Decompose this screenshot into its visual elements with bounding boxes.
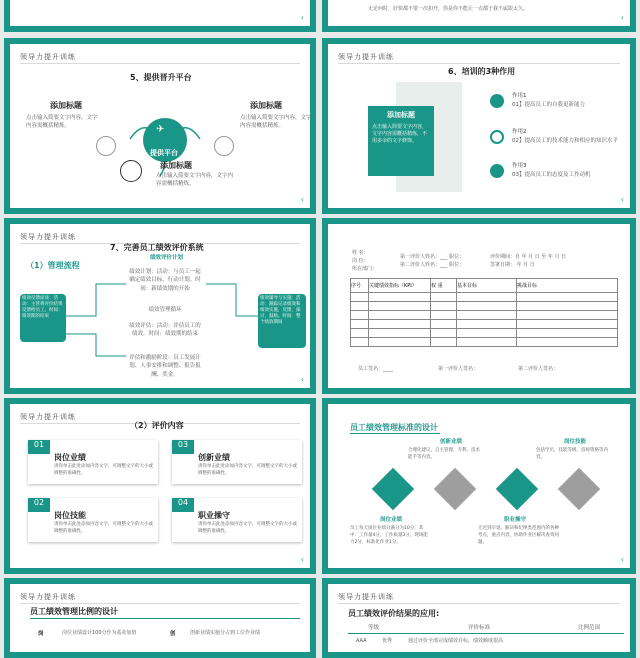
card-desc: 请你单击此处添加内容文字，可调整文字的大小或调整的准确性。 (198, 464, 297, 476)
card-1[interactable] (28, 440, 158, 484)
card-3[interactable] (172, 440, 302, 484)
col-header: 基本目标 (457, 279, 517, 293)
slide-subtitle: （1）管理流程 (26, 261, 80, 270)
box-desc: 点击输入简要文字内容，文字内容需概括精炼，不用多余的文字修饰。 (372, 124, 428, 144)
nav-arrow[interactable]: ‹ (300, 555, 304, 564)
header-divider (20, 603, 300, 604)
top-2-title: 岗位技能 (564, 439, 587, 445)
header-divider (338, 63, 620, 64)
nav-arrow[interactable]: ‹ (620, 13, 624, 22)
flow-step-2: 绩效管理循环 (148, 307, 182, 313)
item-3-title: 添加标题 (160, 161, 192, 170)
col-standard: 评价标准 (468, 625, 491, 631)
paper-plane-icon: ✈ (156, 124, 165, 135)
slide-title: 员工绩效管理比例的设计 (30, 607, 118, 616)
col-header: 关键绩效指标（KPI） (369, 279, 431, 293)
card-num: 04 (172, 498, 194, 512)
phone-icon (120, 160, 142, 182)
title-underline (30, 618, 300, 619)
top-2-desc: 包括学历，技能等级，技师资格等内容。 (536, 448, 608, 460)
target-icon (490, 130, 504, 144)
left-feedback-text: 绩效反馈面谈：活动：主管将评价结果反馈给员工。时间：绩效期的结束 (22, 296, 63, 320)
card-num: 01 (28, 440, 50, 454)
title-underline (350, 433, 440, 434)
item-1-title: 添加标题 (50, 101, 82, 110)
role-1-desc: 01】提高员工的自我更新能力 (512, 102, 585, 108)
form-eval2: 第二评价人姓名：___ 职位： (400, 262, 465, 268)
left-feedback-box (20, 294, 66, 342)
flow-step-3: 绩效评估：活动：评估员工的绩效。时间：绩效期的结束 (129, 323, 201, 338)
nav-arrow[interactable]: ‹ (300, 375, 304, 384)
kpi-table (350, 278, 618, 347)
row1-grade: AAA (356, 638, 367, 644)
slide-header: 领导力提升训练 (20, 53, 76, 61)
slide-title: （2）评价内容 (130, 421, 184, 430)
slide-header: 领导力提升训练 (20, 233, 76, 241)
slide-header: 领导力提升训练 (338, 593, 394, 601)
header-divider (20, 63, 300, 64)
flow-step-4: 评估和激励阶段：员工发展计划、人事安排和调整、报告报酬、奖金。 (129, 355, 201, 378)
nav-arrow[interactable]: ‹ (300, 13, 304, 22)
item-3-desc: 点击输入简要文字内容，文字内容需概括精炼。 (156, 173, 234, 188)
card-num: 03 (172, 440, 194, 454)
item-1-label: 岗 (38, 631, 44, 637)
slide-header: 领导力提升训练 (20, 593, 76, 601)
role-1-title: 作用1 (512, 93, 527, 99)
row1-label: 优秀 (382, 638, 393, 644)
card-title: 职业操守 (198, 511, 230, 520)
card-title: 岗位业绩 (54, 453, 86, 462)
top-label: 绩效评价计划 (150, 255, 184, 261)
table-row[interactable] (351, 338, 618, 347)
sign-eval1: 第一评价人签名： (438, 366, 479, 372)
card-4[interactable] (172, 498, 302, 542)
nav-arrow[interactable]: ‹ (620, 555, 624, 564)
table-divider (348, 633, 624, 634)
col-header: 序号 (351, 279, 369, 293)
item-2-desc: 创新业绩实施分占到工位作业绩 (190, 630, 261, 636)
form-dept: 所在部门： (352, 266, 378, 272)
item-1-desc: 点击输入简要文字内容，文字内容需概括精炼。 (26, 115, 98, 130)
slide-result-application[interactable] (322, 578, 636, 658)
form-period: 评价期间：自 年 月 日 至 年 月 日 (490, 254, 567, 260)
slide-ratio-design[interactable] (4, 578, 316, 658)
role-2-desc: 02】提高员工的技术能力和相应的知识水平 (512, 138, 618, 144)
thumbs-up-icon (490, 94, 504, 108)
slide-title: 7、完善员工绩效评价系统 (110, 243, 204, 252)
bottom-2-desc: 无迟到早退、解决和纪律类范围内的各种考点，重点内容，协助作业区解决查询问题。 (478, 526, 559, 545)
form-date: 签署日期： 年 月 日 (490, 262, 535, 268)
col-ratio: 比例范围 (578, 625, 601, 631)
card-title: 创新业绩 (198, 453, 230, 462)
card-desc: 请你单击此处添加内容文字，可调整文字的大小或调整的准确性。 (54, 522, 153, 534)
table-row[interactable] (351, 293, 618, 302)
header-divider (338, 603, 620, 604)
slide0-text: 无论何时，好快都不要一次扣开，你是你不能让一点都于我不属限太久。 (368, 6, 529, 12)
slide-performance-system[interactable] (4, 218, 316, 394)
slide-title: 员工绩效管理标准的设计 (350, 423, 438, 432)
card-num: 02 (28, 498, 50, 512)
slide-title: 5、提供晋升平台 (130, 73, 192, 82)
slide-header: 领导力提升训练 (338, 53, 394, 61)
right-coaching-text: 绩效辅导与实施：活动：跟踪记录绩效和绩效实施，反馈，探讨，鼓励。时间：整个绩效期间 (260, 296, 301, 326)
slide-promotion-platform[interactable] (4, 38, 316, 214)
center-label: 提供平台 (150, 149, 178, 157)
role-3-title: 作用3 (512, 163, 527, 169)
table-row[interactable] (351, 302, 618, 311)
slide-title: 6、培训的3种作用 (448, 67, 516, 76)
role-2-title: 作用2 (512, 129, 527, 135)
slide-performance-standards[interactable] (322, 398, 636, 574)
slide-0-right[interactable] (322, 0, 636, 32)
table-row[interactable] (351, 311, 618, 320)
table-row[interactable] (351, 329, 618, 338)
slide-evaluation-content[interactable] (4, 398, 316, 574)
flow-lines (66, 264, 260, 364)
item-2-label: 创 (170, 631, 176, 637)
card-desc: 请你单击此处添加内容文字，可调整文字的大小或调整的准确性。 (54, 464, 153, 476)
row1-desc: 通过评价全部完成绩效目标，绩效额度很高 (408, 638, 504, 644)
form-eval1: 第一评价人姓名：___ 职位： (400, 254, 465, 260)
bottom-2-title: 职业操守 (504, 517, 527, 523)
col-grade: 等级 (368, 625, 380, 631)
nav-arrow[interactable]: ‹ (300, 195, 304, 204)
item-2-desc: 点击输入简要文字内容，文字内容需概括精炼。 (240, 115, 312, 130)
item-1-desc: 岗位业绩设计100分作为基业加值 (62, 630, 137, 636)
sign-eval2: 第二评价人签名： (518, 366, 559, 372)
form-name: 姓 名： (352, 250, 369, 256)
table-header-row (351, 279, 618, 293)
slide-0[interactable] (4, 0, 316, 32)
box-title: 添加标题 (387, 111, 415, 119)
slide-title: 员工绩效评价结果的应用: (348, 609, 440, 618)
title-box (368, 106, 434, 176)
card-desc: 请你单击此处添加内容文字，可调整文字的大小或调整的准确性。 (198, 522, 297, 534)
sign-employee: 员工签名：____ (358, 366, 394, 372)
chart-icon (214, 136, 234, 156)
top-1-title: 创新业绩 (440, 439, 463, 445)
slide-training-roles[interactable] (322, 38, 636, 214)
location-icon (490, 164, 504, 178)
top-1-desc: 合理化建议，自主管理，专利，技术能手等内容。 (408, 448, 480, 460)
item-2-title: 添加标题 (250, 101, 282, 110)
slide-header: 领导力提升训练 (20, 413, 76, 421)
diamond-1 (372, 468, 414, 510)
form-position: 岗 位： (352, 258, 369, 264)
flow-step-1: 绩效计划：活动：与员工一起确定绩效目标，行动计划。时间：新绩效期的开始 (129, 269, 201, 292)
role-3-desc: 03】提高员工的态度及工作动机 (512, 172, 591, 178)
diamond-4 (558, 468, 600, 510)
right-coaching-box (258, 294, 306, 348)
col-header: 挑战目标 (517, 279, 618, 293)
card-title: 岗位技能 (54, 511, 86, 520)
bottom-1-desc: 员工每天岗位业绩分满分为10分，其中：工作量4分，工作质量3分，现场能力2分，标准化作业1分。 (350, 526, 428, 545)
diamond-2 (434, 468, 476, 510)
col-header: 权 重 (431, 279, 457, 293)
card-2[interactable] (28, 498, 158, 542)
diamond-3 (496, 468, 538, 510)
monitor-icon (96, 136, 116, 156)
bottom-1-title: 岗位业绩 (380, 517, 403, 523)
nav-arrow[interactable]: ‹ (620, 195, 624, 204)
table-row[interactable] (351, 320, 618, 329)
slide-kpi-form[interactable] (322, 218, 636, 394)
